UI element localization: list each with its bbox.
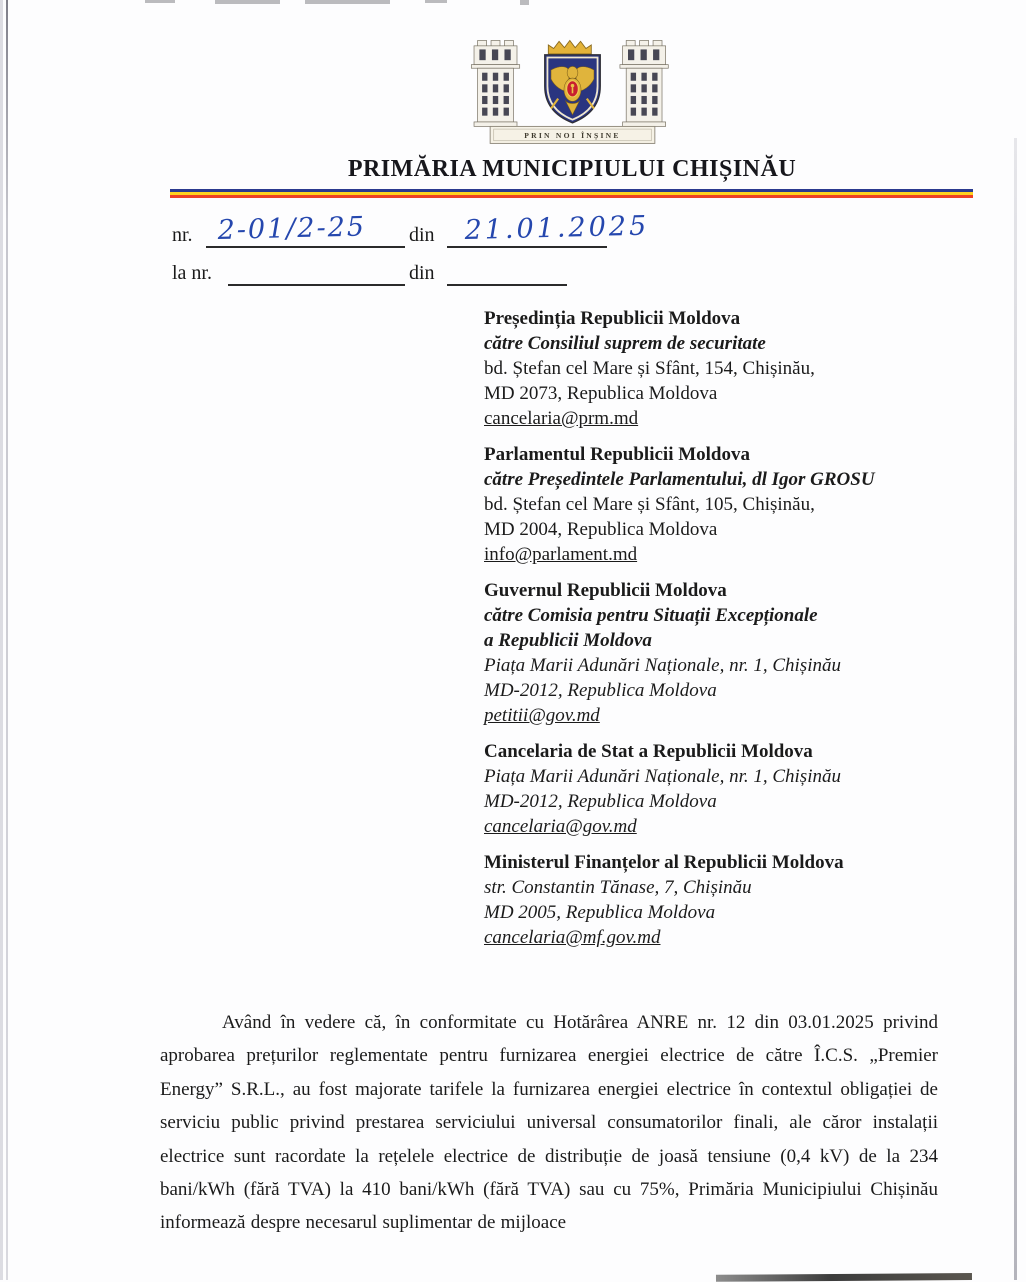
reference-block bbox=[172, 210, 650, 286]
recipient-address-line: MD 2073, Republica Moldova bbox=[484, 383, 718, 404]
recipient-attn: către Comisia pentru Situații Excepționale bbox=[484, 605, 818, 626]
recipient-cancelaria-de-stat bbox=[484, 739, 974, 839]
recipient-email: cancelaria@gov.md bbox=[484, 816, 637, 837]
scan-bottom-shadow bbox=[716, 1273, 972, 1282]
recipient-name: Președinția Republicii Moldova bbox=[484, 308, 741, 329]
la-din-underline bbox=[447, 246, 567, 286]
recipient-address-line: MD 2004, Republica Moldova bbox=[484, 519, 718, 540]
la-nr-underline bbox=[228, 246, 405, 286]
recipient-address-line: bd. Ștefan cel Mare și Sfânt, 154, Chișinău, bbox=[484, 358, 815, 379]
date-handwritten-value: 21.01.2025 bbox=[464, 210, 650, 246]
recipient-address-line: Piața Marii Adunări Naționale, nr. 1, Chișinău bbox=[484, 655, 841, 676]
scan-top-smudge bbox=[520, 0, 529, 5]
letterhead bbox=[118, 36, 1026, 198]
organization-title: PRIMĂRIA MUNICIPIULUI CHIȘINĂU bbox=[347, 156, 797, 182]
letter-body-paragraph: Având în vedere că, în conformitate cu Hotărârea ANRE nr. 12 din 03.01.2025 privind aprobarea prețurilor reglementate pentru furnizarea energiei electrice de către Î.C.S. „Premier Energy” S.R.L., au fost majorate tarifele la furnizarea energiei electrice în contextul obligației de serviciu public privind prestarea serviciului universal consumatorilor finali, ale căror instalații electrice sunt racordate la rețelele electrice de distribuție de joasă tensiune (0,4 kV) de la 234 bani/kWh (fără TVA) la 410 bani/kWh (fără TVA) sau cu 75%, Primăria Municipiului Chișinău informează despre necesarul suplimentar de mijloace bbox=[160, 1012, 938, 1234]
chisinau-coat-of-arms-icon bbox=[465, 36, 680, 147]
scan-right-edge-line bbox=[1014, 138, 1017, 1280]
recipient-email: cancelaria@mf.gov.md bbox=[484, 927, 661, 948]
nr-underline bbox=[206, 208, 405, 248]
recipient-guvernul bbox=[484, 578, 974, 728]
outgoing-number-row bbox=[172, 210, 650, 248]
tricolor-red-stripe bbox=[170, 195, 973, 198]
scan-left-edge-line bbox=[6, 0, 8, 1280]
recipient-address-line: MD-2012, Republica Moldova bbox=[484, 791, 717, 812]
recipients-column bbox=[484, 306, 974, 961]
recipient-email: petitii@gov.md bbox=[484, 705, 600, 726]
recipient-parlamentul bbox=[484, 442, 974, 567]
recipient-name: Cancelaria de Stat a Republicii Moldova bbox=[484, 741, 813, 762]
recipient-email: info@parlament.md bbox=[484, 544, 638, 565]
recipient-address-line: MD 2005, Republica Moldova bbox=[484, 902, 716, 923]
moldova-tricolor-rule bbox=[170, 189, 973, 198]
recipient-address-line: str. Constantin Tănase, 7, Chișinău bbox=[484, 877, 752, 898]
scan-top-smudge bbox=[215, 0, 280, 4]
recipient-name: Parlamentul Republicii Moldova bbox=[484, 444, 750, 465]
scan-left-edge bbox=[0, 0, 3, 1280]
recipient-email: cancelaria@prm.md bbox=[484, 408, 639, 429]
nr-label: nr. bbox=[172, 224, 193, 246]
recipient-name: Guvernul Republicii Moldova bbox=[484, 580, 727, 601]
recipient-address-line: MD-2012, Republica Moldova bbox=[484, 680, 717, 701]
scan-top-smudge bbox=[425, 0, 447, 3]
recipient-attn: către Consiliul suprem de securitate bbox=[484, 333, 766, 354]
din-label: din bbox=[409, 224, 435, 246]
recipient-attn: a Republicii Moldova bbox=[484, 630, 652, 651]
recipient-presedintia bbox=[484, 306, 974, 431]
la-nr-label: la nr. bbox=[172, 262, 212, 284]
incoming-number-row bbox=[172, 248, 607, 286]
recipient-address-line: bd. Ștefan cel Mare și Sfânt, 105, Chișinău, bbox=[484, 494, 815, 515]
din-underline bbox=[447, 208, 650, 248]
scan-top-smudge bbox=[145, 0, 175, 3]
la-din-label: din bbox=[409, 262, 435, 284]
recipient-address-line: Piața Marii Adunări Naționale, nr. 1, Chișinău bbox=[484, 766, 841, 787]
scan-top-smudge bbox=[305, 0, 390, 4]
recipient-ministerul-finantelor bbox=[484, 850, 974, 950]
nr-handwritten-value: 2-01/2-25 bbox=[217, 211, 367, 246]
recipient-name: Ministerul Finanțelor al Republicii Moldova bbox=[484, 852, 844, 873]
recipient-attn: către Președintele Parlamentului, dl Igor GROSU bbox=[484, 469, 875, 490]
emblem-motto: PRIN NOI ÎNȘINE bbox=[523, 131, 621, 141]
